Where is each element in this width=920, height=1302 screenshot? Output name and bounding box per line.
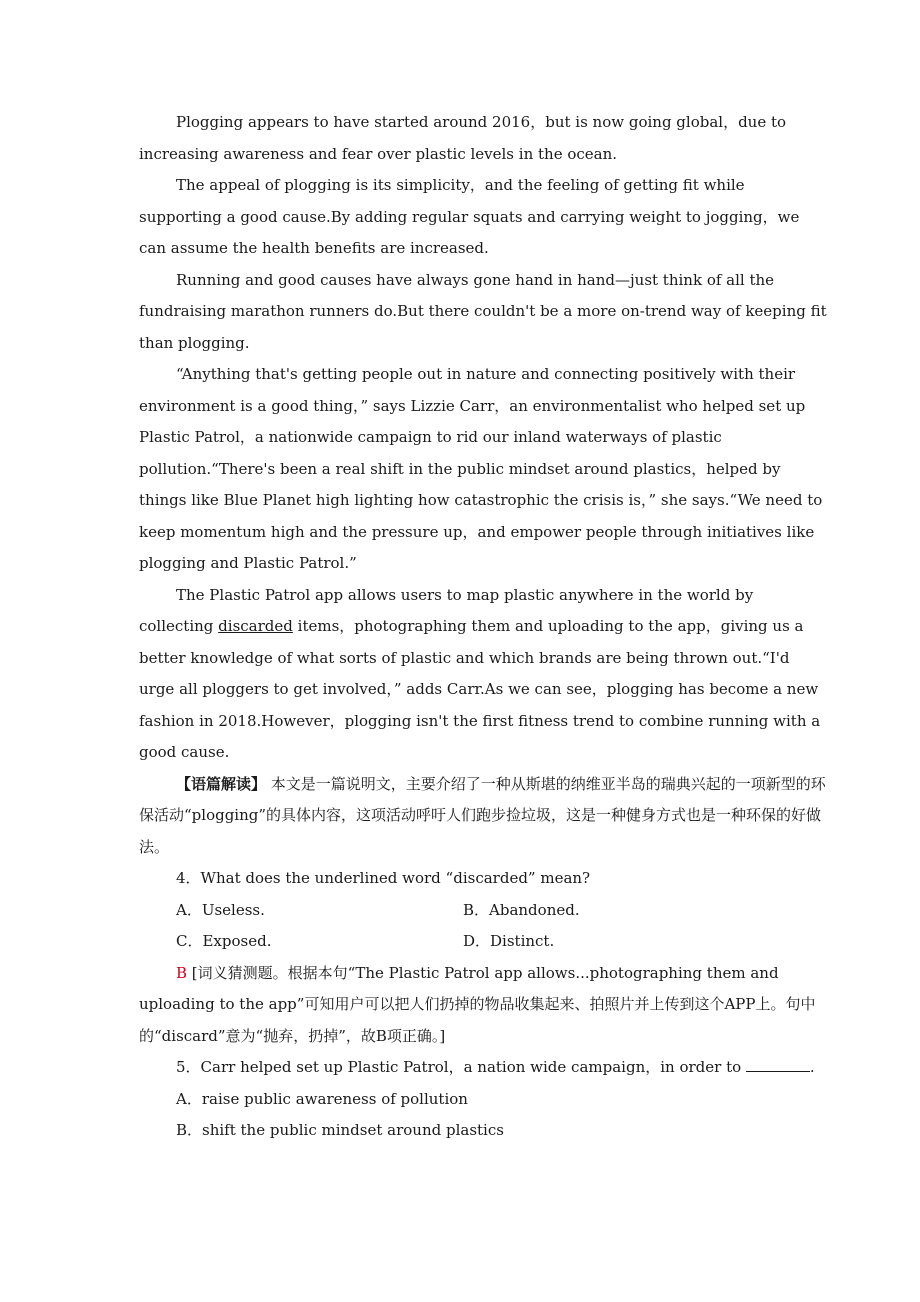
- q5-stem: Carr helped set up Plastic Patrol，a nation wide campaign，in order to: [200, 1058, 746, 1076]
- analysis-label: 【语篇解读】: [176, 774, 267, 793]
- passage-paragraph-4: “Anything that's getting people out in nature and connecting positively with their environment is a good thing，” says Lizzie Carr，an environmentalist who helped set up Plastic Patrol，a nationwide campaign to rid our inland waterways of plastic pollution.“There's been a real shift in the public mindset around plastics，helped by things like Blue Planet high lighting how catastrophic the crisis is，” she says.“We need to keep momentum high and the pressure up，and empower people through initiatives like plogging and Plastic Patrol.”: [139, 365, 823, 572]
- underlined-word: discarded: [218, 617, 293, 635]
- q4-explanation-text: [词义猜测题。根据本句“The Plastic Patrol app allows...photographing them and uploading to the app”可知用户可以把人们扔掉的物品收集起来、拍照片并上传到这个APP上。句中的“discard”意为“抛弃，扔掉”，故B项正确。]: [139, 963, 816, 1045]
- q5-option-b: B．shift the public mindset around plastics: [176, 1121, 504, 1139]
- analysis-text: 本文是一篇说明文，主要介绍了一种从斯堪的纳维亚半岛的瑞典兴起的一项新型的环保活动“plogging”的具体内容，这项活动呼吁人们跑步捡垃圾，这是一种健身方式也是一种环保的好做法。: [139, 774, 826, 856]
- passage-paragraph-3: Running and good causes have always gone hand in hand—just think of all the fundraising marathon runners do.But there couldn't be a more on-trend way of keeping fit than plogging.: [139, 270, 827, 352]
- q5-number: 5．: [176, 1058, 201, 1076]
- passage-analysis: [139, 769, 829, 864]
- q4-stem: What does the underlined word “discarded” mean?: [200, 869, 591, 887]
- p5-text-before: The Plastic Patrol app allows users to map plastic anywhere in the world by collecting: [139, 585, 754, 635]
- q4-options-row-1: [139, 895, 829, 927]
- q4-option-b: B．Abandoned.: [463, 900, 580, 919]
- q4-options-row-2: [139, 926, 829, 958]
- q4-answer: B: [176, 963, 188, 982]
- q4-option-d: D．Distinct.: [463, 932, 555, 950]
- passage-paragraph-2: The appeal of plogging is its simplicity，and the feeling of getting fit while supporting a good cause.By adding regular squats and carrying weight to jogging，we can assume the health benefits are increased.: [139, 176, 800, 257]
- q4-number: 4．: [176, 869, 201, 887]
- document-content: [139, 107, 829, 1147]
- q4-option-c: C．Exposed.: [176, 932, 272, 950]
- q4-explanation: [139, 958, 829, 1053]
- q4-option-a: A．Useless.: [176, 900, 265, 919]
- q5-end: .: [809, 1058, 815, 1076]
- question-4: [139, 863, 829, 895]
- passage-paragraph-1: Plogging appears to have started around 2016，but is now going global，due to increasing awareness and fear over plastic levels in the ocean.: [139, 113, 787, 163]
- q5-blank: [746, 1057, 810, 1072]
- q5-option-a: A．raise public awareness of pollution: [176, 1089, 468, 1108]
- question-5: [139, 1052, 829, 1084]
- p5-text-after: items，photographing them and uploading to the app，giving us a better knowledge of what sorts of plastic and which brands are being thrown out.“I'd urge all ploggers to get involved，” adds Carr.As we can see，plogging has become a new fashion in 2018.However，plogging isn't the first fitness trend to combine running with a good cause.: [139, 617, 821, 761]
- passage-paragraph-5: [139, 580, 829, 769]
